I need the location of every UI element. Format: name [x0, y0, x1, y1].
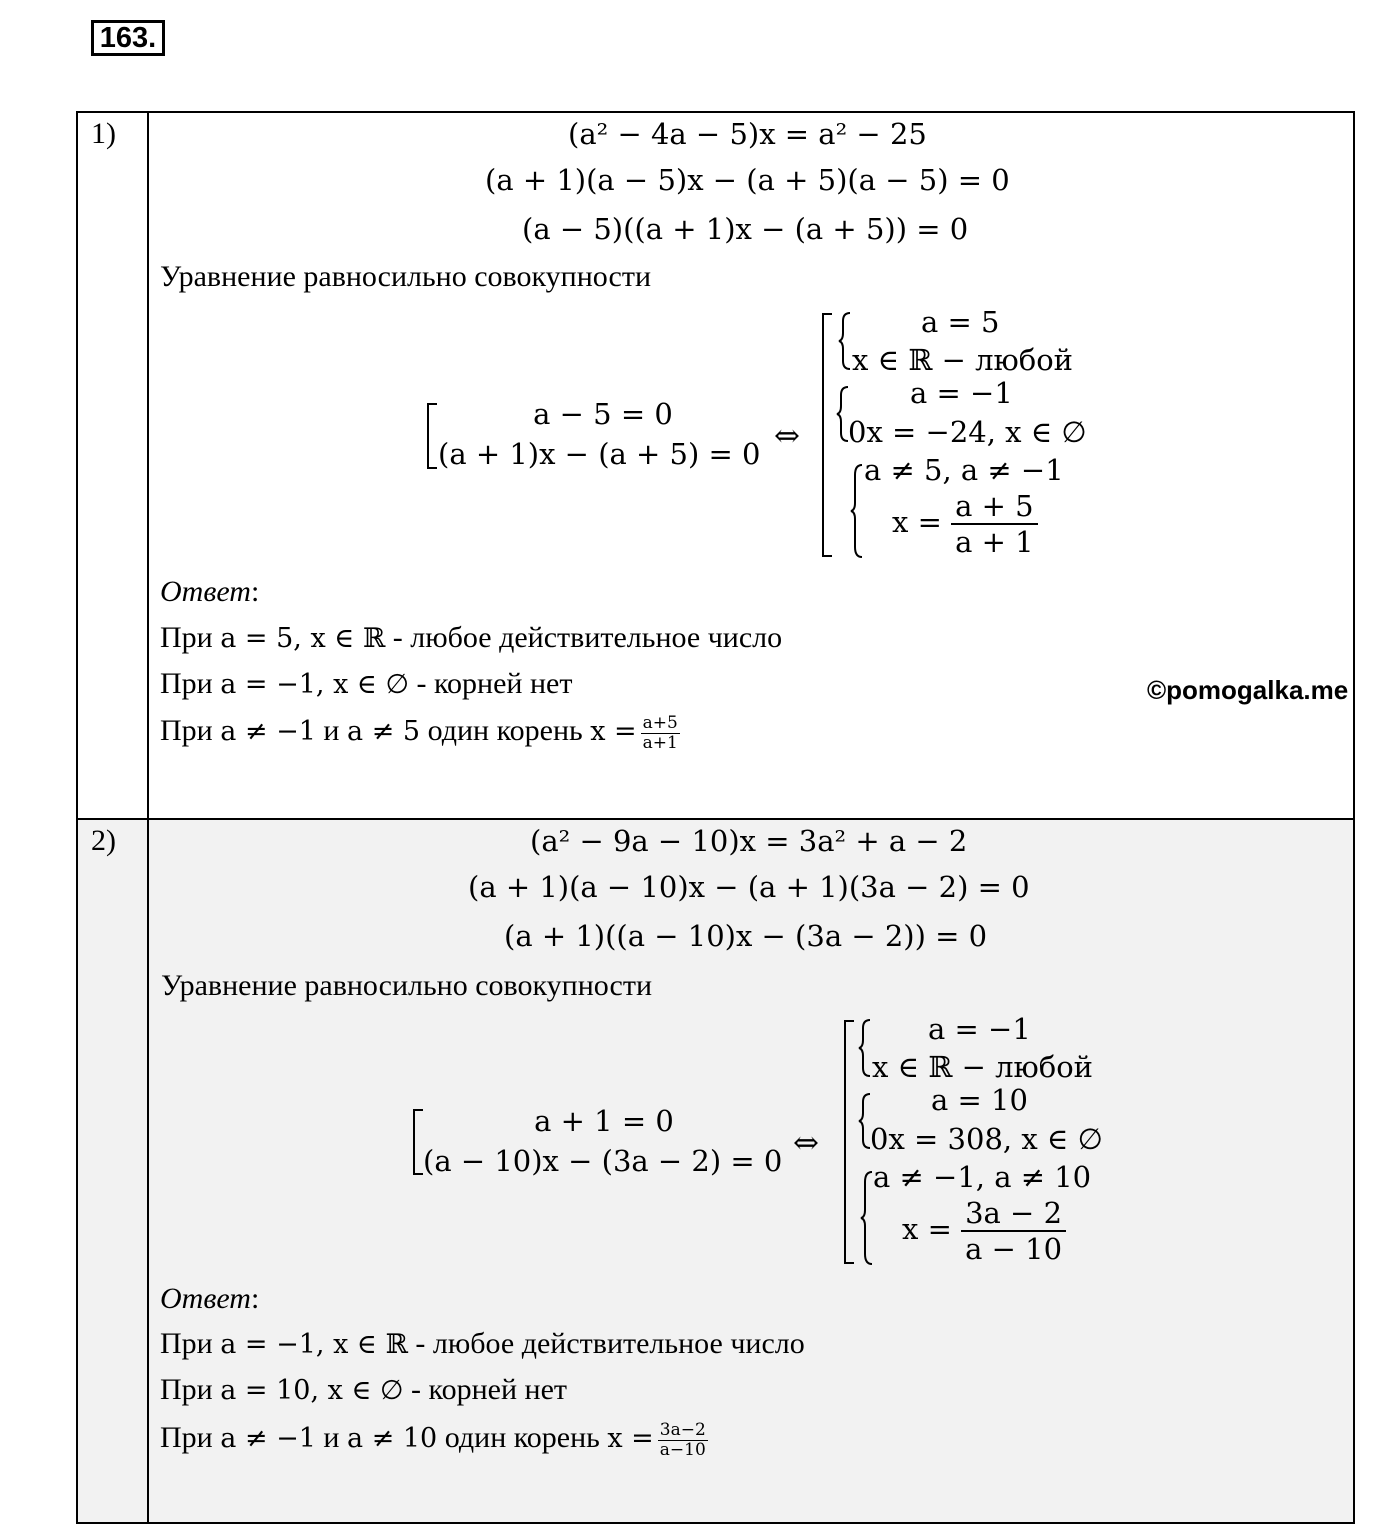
- fraction-numerator: 3a − 2: [961, 1196, 1066, 1232]
- answer-label: Ответ:: [160, 575, 260, 608]
- equation-line-1: (a² − 4a − 5)x = a² − 25: [568, 117, 927, 151]
- left-set-line-1: a + 1 = 0: [534, 1104, 674, 1138]
- equation-line-2: (a + 1)(a − 10)x − (a + 1)(3a − 2) = 0: [468, 870, 1030, 904]
- problem-number: 163.: [91, 20, 165, 56]
- task-1: [76, 111, 1355, 820]
- case-3-line-2: [902, 1196, 1066, 1266]
- system-brace-icon: [858, 1018, 872, 1078]
- case-3-lhs: x =: [892, 505, 942, 539]
- answer-label: Ответ:: [160, 1282, 260, 1315]
- case-3-line-2: [892, 489, 1038, 559]
- fraction-denominator: a + 1: [955, 525, 1034, 559]
- case-2-line-1: a = −1: [910, 376, 1013, 410]
- iff-symbol: ⇔: [774, 418, 800, 454]
- case-3-line-1: a ≠ 5, a ≠ −1: [864, 453, 1064, 487]
- fraction-numerator: a + 5: [951, 489, 1037, 525]
- system-brace-icon: [850, 463, 864, 559]
- case-1-line-1: a = −1: [928, 1012, 1031, 1046]
- case-3-fraction: [961, 1196, 1066, 1266]
- task-number: 1): [91, 117, 116, 150]
- case-3-fraction: [951, 489, 1037, 559]
- answer-line-3: При a ≠ −1 и a ≠ 5 один корень x = $\frac{a+5}{a+1}$: [160, 712, 678, 753]
- answer-line-1: При a = −1, x ∈ ℝ - любое действительное число: [160, 1327, 805, 1360]
- watermark: ©pomogalka.me: [1147, 675, 1349, 705]
- outer-set-bracket-icon: [820, 313, 834, 557]
- case-2-line-2: 0x = −24, x ∈ ∅: [848, 415, 1087, 449]
- answer-line-3: При a ≠ −1 и a ≠ 10 один корень x = $\frac{3a-2}{a-10}$: [160, 1419, 706, 1460]
- equation-line-3: (a − 5)((a + 1)x − (a + 5)) = 0: [522, 212, 969, 246]
- left-set-line-1: a − 5 = 0: [533, 397, 673, 431]
- case-3-line-1: a ≠ −1, a ≠ 10: [873, 1160, 1092, 1194]
- answer-line-2: При a = −1, x ∈ ∅ - корней нет: [160, 667, 573, 700]
- column-divider: [147, 113, 149, 818]
- answer-line-2: При a = 10, x ∈ ∅ - корней нет: [160, 1373, 567, 1406]
- answer-fraction: $\frac{3a-2}{a-10}$: [659, 1419, 706, 1460]
- fraction-denominator: a − 10: [965, 1232, 1063, 1266]
- equation-line-3: (a + 1)((a − 10)x − (3a − 2)) = 0: [504, 919, 988, 953]
- answer-fraction: $\frac{a+5}{a+1}$: [642, 712, 678, 753]
- set-bracket-icon: [425, 403, 439, 469]
- case-3-lhs: x =: [902, 1212, 952, 1246]
- answer-line-1: При a = 5, x ∈ ℝ - любое действительное число: [160, 621, 783, 654]
- equation-line-2: (a + 1)(a − 5)x − (a + 5)(a − 5) = 0: [485, 163, 1010, 197]
- outer-set-bracket-icon: [842, 1020, 856, 1264]
- case-1-line-1: a = 5: [921, 305, 1000, 339]
- system-brace-icon: [838, 311, 852, 371]
- equivalence-text: Уравнение равносильно совокупности: [161, 969, 653, 1002]
- left-set-line-2: (a − 10)x − (3a − 2) = 0: [423, 1144, 783, 1178]
- case-2-line-2: 0x = 308, x ∈ ∅: [870, 1122, 1103, 1156]
- task-2: [76, 818, 1355, 1524]
- case-1-line-2: x ∈ ℝ − любой: [852, 343, 1074, 377]
- system-brace-icon: [860, 1170, 874, 1266]
- column-divider: [147, 820, 149, 1522]
- case-1-line-2: x ∈ ℝ − любой: [872, 1050, 1094, 1084]
- left-set-line-2: (a + 1)x − (a + 5) = 0: [438, 437, 761, 471]
- case-2-line-1: a = 10: [931, 1083, 1028, 1117]
- equation-line-1: (a² − 9a − 10)x = 3a² + a − 2: [530, 824, 968, 858]
- equivalence-text: Уравнение равносильно совокупности: [160, 260, 652, 293]
- task-number: 2): [91, 824, 116, 857]
- iff-symbol: ⇔: [793, 1125, 819, 1161]
